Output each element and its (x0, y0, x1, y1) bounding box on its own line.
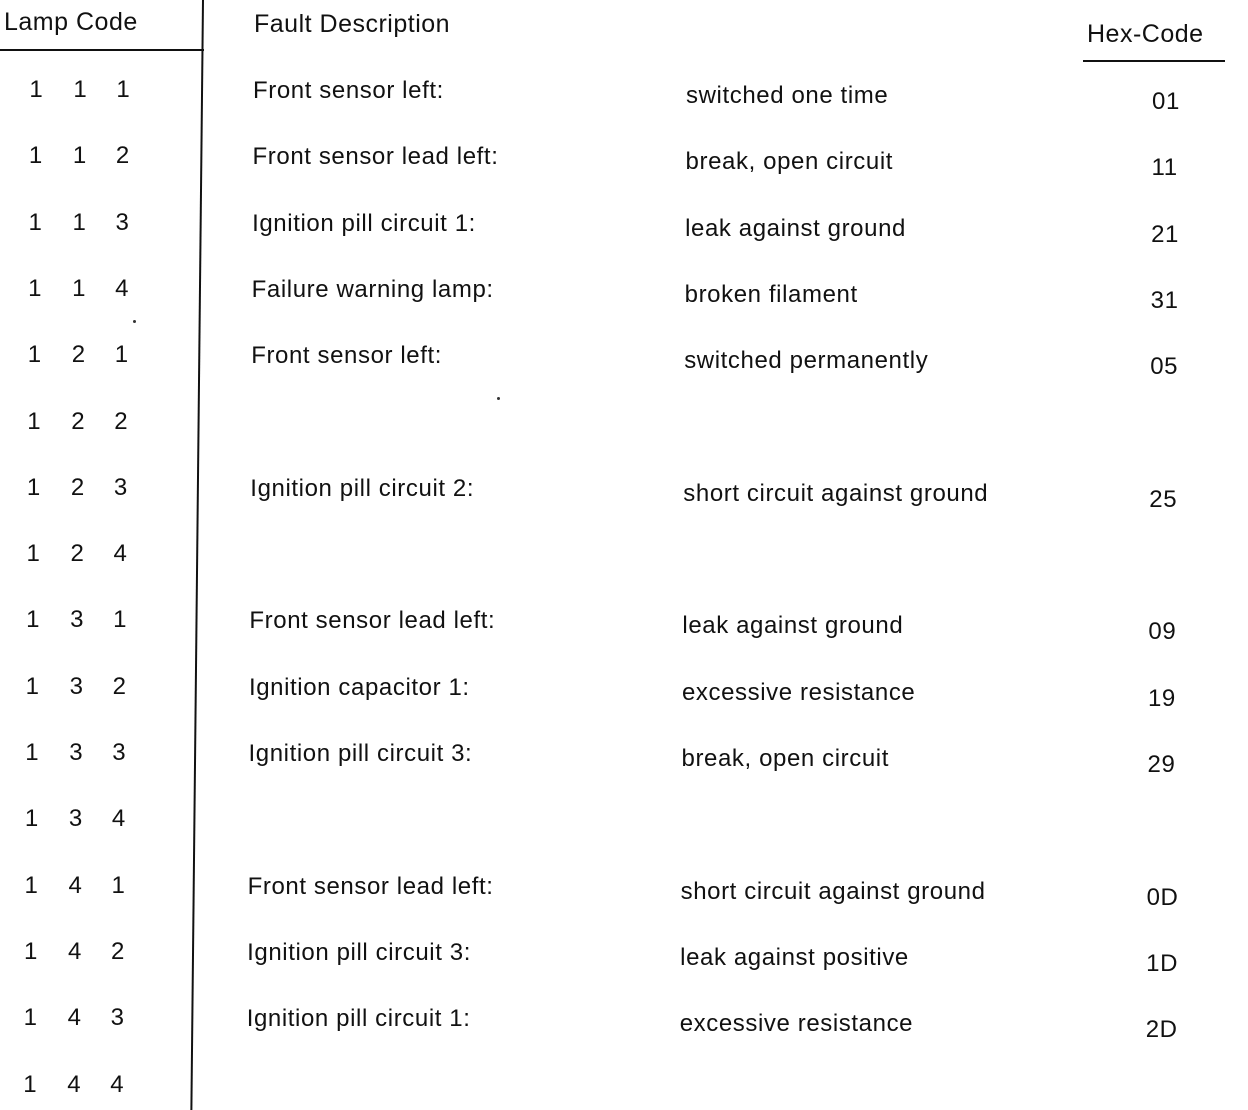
lamp-digit: 3 (113, 473, 128, 501)
lamp-digit: 1 (72, 208, 86, 236)
lamp-digit: 4 (110, 1070, 124, 1098)
lamp-digit: 1 (28, 142, 43, 170)
lamp-digit: 2 (112, 672, 127, 700)
lamp-digit: 1 (111, 871, 125, 899)
hex-code-value: 21 (1151, 220, 1179, 248)
lamp-digit: 1 (72, 142, 87, 170)
lamp-digit: 1 (72, 274, 86, 302)
fault-detail: leak against ground (682, 612, 904, 640)
fault-detail: leak against ground (685, 214, 906, 242)
lamp-digit: 1 (114, 341, 129, 369)
fault-component: Ignition pill circuit 2: (250, 474, 475, 502)
lamp-digit: 1 (27, 341, 42, 369)
hex-code-value: 11 (1151, 154, 1178, 182)
lamp-digit: 1 (28, 208, 42, 236)
lamp-digit: 4 (115, 274, 129, 302)
lamp-digit: 2 (70, 540, 84, 568)
lamp-digit: 3 (69, 739, 83, 766)
lamp-digit: 1 (24, 805, 39, 833)
lamp-digit: 1 (25, 739, 39, 766)
scan-speck (497, 397, 500, 400)
lamp-digit: 2 (111, 937, 125, 965)
hex-code-value: 1D (1146, 949, 1179, 977)
hex-code-value: 29 (1147, 751, 1176, 778)
lamp-digit: 2 (71, 341, 86, 369)
fault-component: Front sensor lead left: (249, 607, 496, 635)
lamp-digit: 1 (23, 1070, 37, 1098)
fault-component: Ignition pill circuit 3: (248, 740, 473, 767)
lamp-digit: 1 (23, 1004, 37, 1032)
hex-header-rule (1083, 60, 1225, 62)
fault-component: Ignition pill circuit 3: (247, 938, 471, 966)
hex-code-value: 31 (1150, 286, 1179, 314)
lamp-digit: 1 (24, 937, 38, 965)
column-divider (190, 0, 204, 1110)
lamp-digit: 4 (67, 1070, 81, 1098)
lamp-digit: 1 (27, 407, 41, 435)
lamp-digit: 1 (113, 606, 127, 634)
fault-component: Ignition capacitor 1: (248, 673, 470, 701)
hex-code-value: 25 (1149, 485, 1178, 513)
fault-detail: short circuit against ground (683, 479, 989, 507)
lamp-digit: 3 (115, 208, 129, 236)
lamp-digit: 4 (68, 871, 82, 899)
lamp-header-rule (0, 49, 204, 51)
fault-detail: break, open circuit (685, 148, 894, 176)
fault-component: Failure warning lamp: (251, 275, 494, 303)
fault-detail: break, open circuit (681, 745, 890, 772)
fault-component: Front sensor lead left: (252, 143, 499, 171)
fault-component: Front sensor left: (251, 342, 443, 370)
lamp-digit: 4 (67, 1004, 81, 1032)
lamp-digit: 4 (68, 937, 82, 965)
fault-detail: excessive resistance (681, 678, 916, 706)
lamp-digit: 3 (110, 1004, 124, 1032)
lamp-digit: 1 (26, 540, 40, 568)
fault-detail: short circuit against ground (680, 877, 986, 905)
fault-detail: switched one time (686, 82, 889, 109)
lamp-digit: 1 (73, 76, 87, 103)
hex-code-value: 09 (1148, 618, 1177, 646)
hex-code-value: 05 (1150, 353, 1179, 381)
lamp-digit: 3 (70, 606, 84, 634)
lamp-digit: 2 (114, 407, 128, 435)
lamp-digit: 2 (70, 473, 85, 501)
lamp-digit: 1 (25, 672, 40, 700)
scan-speck (133, 320, 136, 323)
fault-component: Ignition pill circuit 1: (252, 209, 476, 237)
lamp-digit: 3 (112, 739, 126, 766)
fault-detail: broken filament (684, 280, 858, 308)
lamp-digit: 1 (26, 473, 41, 501)
lamp-digit: 1 (116, 76, 130, 103)
lamp-digit: 1 (28, 274, 42, 302)
fault-detail: excessive resistance (679, 1010, 914, 1038)
header-hex-code: Hex-Code (1087, 20, 1204, 48)
fault-component: Ignition pill circuit 1: (246, 1005, 471, 1033)
hex-code-value: 01 (1152, 88, 1180, 115)
lamp-digit: 2 (71, 407, 85, 435)
fault-detail: leak against positive (680, 943, 909, 971)
lamp-digit: 3 (68, 805, 83, 833)
lamp-digit: 4 (113, 540, 127, 568)
lamp-digit: 1 (24, 871, 38, 899)
lamp-digit: 4 (111, 805, 126, 833)
lamp-digit: 2 (115, 142, 130, 170)
lamp-digit: 1 (29, 76, 43, 103)
lamp-digit: 3 (69, 672, 84, 700)
header-fault-description: Fault Description (254, 10, 451, 38)
header-lamp-code: Lamp Code (4, 8, 138, 36)
lamp-digit: 1 (26, 606, 40, 634)
fault-component: Front sensor left: (253, 77, 444, 104)
hex-code-value: 2D (1145, 1016, 1178, 1044)
fault-component: Front sensor lead left: (247, 872, 494, 900)
hex-code-value: 0D (1146, 883, 1179, 911)
hex-code-value: 19 (1147, 684, 1176, 712)
fault-detail: switched permanently (684, 347, 929, 375)
